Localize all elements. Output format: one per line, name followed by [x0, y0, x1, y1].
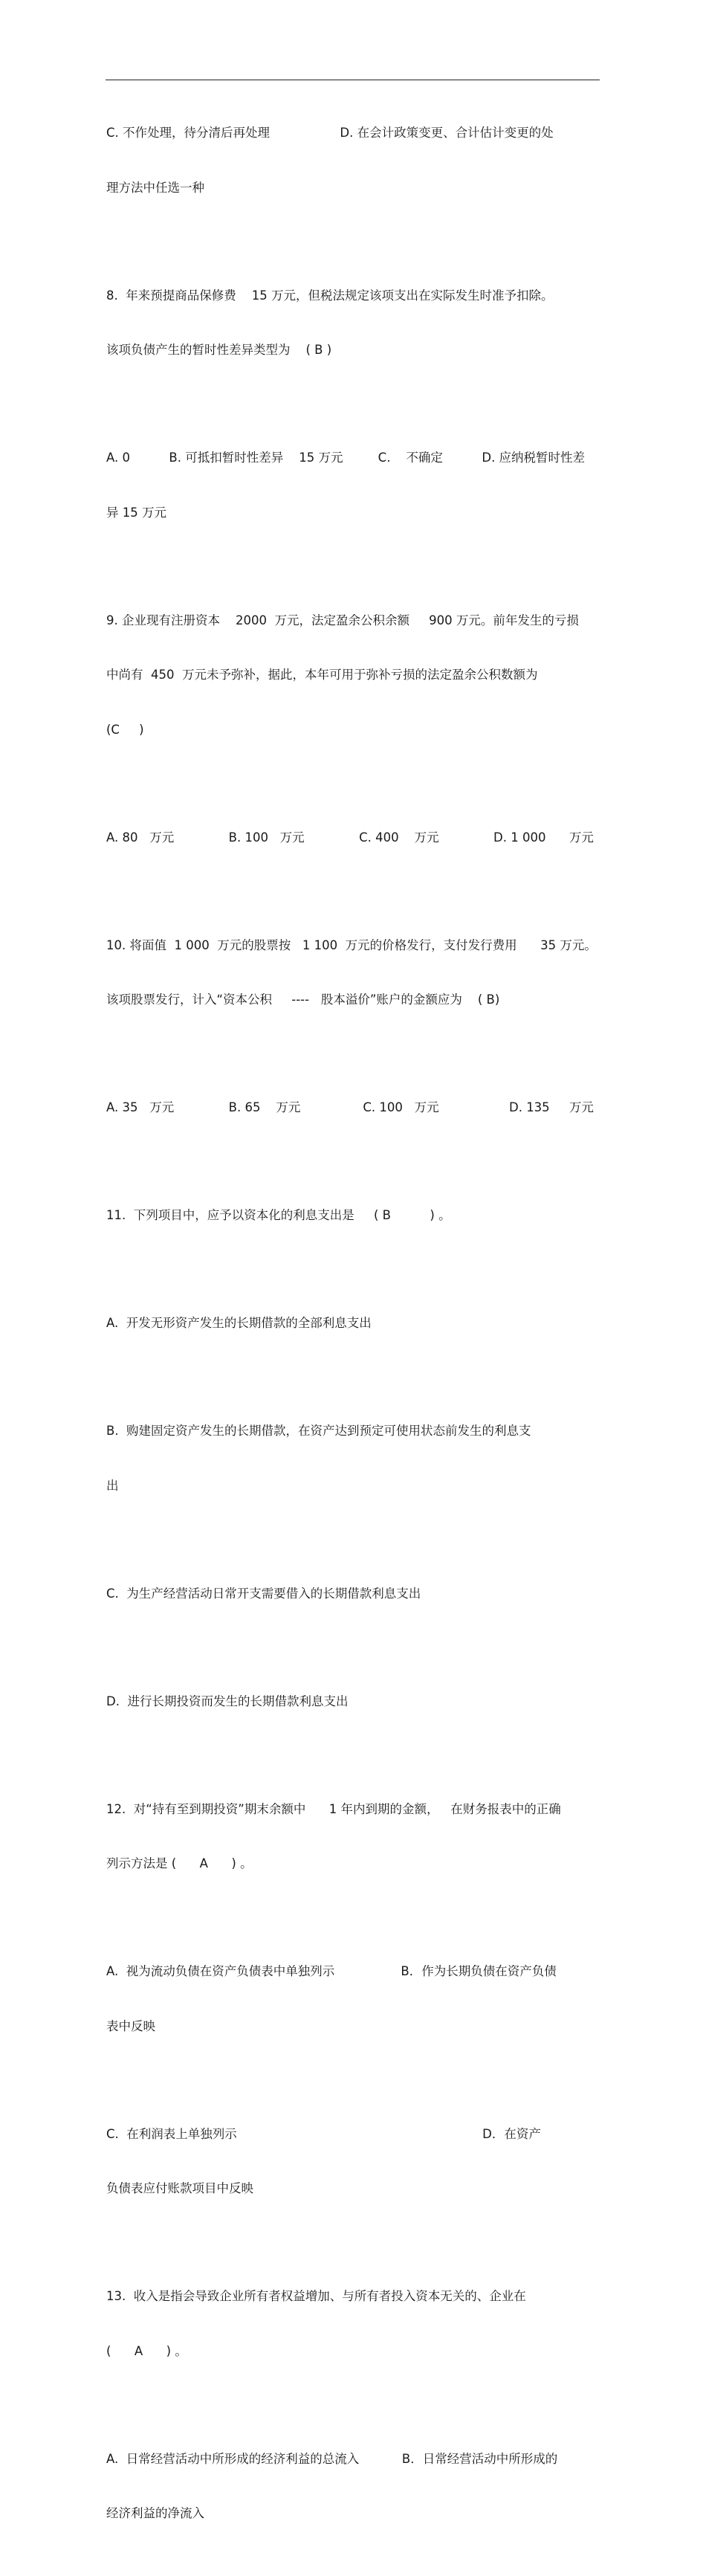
text-line: 9. 企业现有注册资本 2000 万元，法定盈余公积余额 900 万元。前年发生的亏损	[106, 613, 579, 627]
text-line: C. 在利润表上单独列示 D．在资产	[106, 2126, 541, 2141]
question-9-options	[106, 793, 597, 884]
question-11-option-c	[106, 1549, 597, 1640]
text-line: D. 进行长期投资而发生的长期借款利息支出	[106, 1694, 349, 1708]
question-9	[106, 575, 597, 776]
question-11-option-a	[106, 1278, 597, 1369]
question-12-options-ab	[106, 1926, 597, 2072]
text-line: 8. 年来预提商品保修费 15 万元，但税法规定该项支出在实际发生时准予扣除。	[106, 288, 554, 303]
text-line: (C )	[106, 722, 144, 737]
text-line: 出	[106, 1478, 119, 1493]
question-8	[106, 251, 597, 396]
text-line: 经济利益的净流入	[106, 2506, 204, 2520]
text-line: 该项负债产生的暂时性差异类型为 ( B )	[106, 343, 332, 357]
text-line: A. 0 B. 可抵扣暂时性差异 15 万元 C. 不确定 D. 应纳税暂时性差	[106, 451, 586, 465]
text-line: 10. 将面值 1 000 万元的股票按 1 100 万元的价格发行，支付发行费用 35 万元。	[106, 937, 597, 952]
text-line: C. 为生产经营活动日常开支需要借入的长期借款利息支出	[106, 1586, 421, 1601]
text-line: A. 35 万元 B. 65 万元 C. 100 万元 D. 135 万元	[106, 1100, 594, 1114]
question-10	[106, 900, 597, 1046]
question-11-option-b	[106, 1386, 597, 1531]
document-body	[106, 88, 597, 2576]
text-line: 12. 对“持有至到期投资”期末余额中 1 年内到期的金额， 在财务报表中的正确	[106, 1801, 561, 1816]
question-12	[106, 1764, 597, 1910]
text-line: 列示方法是 ( A ) 。	[106, 1856, 253, 1870]
text-line: 中尚有 450 万元未予弥补，据此，本年可用于弥补亏损的法定盈余公积数额为	[106, 668, 538, 682]
text-line: 理方法中任选一种	[106, 180, 204, 195]
text-line: B. 购建固定资产发生的长期借款，在资产达到预定可使用状态前发生的利息支	[106, 1424, 531, 1438]
text-line: 该项股票发行，计入“资本公积 ---- 股本溢价”账户的金额应为 ( B)	[106, 992, 500, 1007]
text-line: A. 视为流动负债在资产负债表中单独列示 B．作为长期负债在资产负债	[106, 1964, 557, 1978]
paragraph-7-options-cd	[106, 88, 597, 233]
question-8-options	[106, 413, 597, 558]
text-line: ( A ) 。	[106, 2343, 187, 2358]
question-13-options-ab	[106, 2414, 597, 2560]
question-13	[106, 2251, 597, 2397]
text-line: 11. 下列项目中，应予以资本化的利息支出是 ( B ) 。	[106, 1208, 451, 1222]
text-line: A. 80 万元 B. 100 万元 C. 400 万元 D. 1 000 万元	[106, 830, 594, 845]
text-line: 13. 收入是指会导致企业所有者权益增加、与所有者投入资本无关的、企业在	[106, 2289, 526, 2303]
text-line: C. 不作处理，待分清后再处理 D. 在会计政策变更、合计估计变更的处	[106, 126, 554, 140]
question-12-options-cd	[106, 2089, 597, 2235]
text-line: 负债表应付账款项目中反映	[106, 2181, 253, 2195]
question-10-options	[106, 1062, 597, 1154]
question-11	[106, 1170, 597, 1262]
text-line: 异 15 万元	[106, 505, 166, 520]
text-line: A. 日常经营活动中所形成的经济利益的总流入 B．日常经营活动中所形成的	[106, 2451, 558, 2466]
question-11-option-d	[106, 1656, 597, 1748]
text-line: 表中反映	[106, 2018, 155, 2033]
text-line: A. 开发无形资产发生的长期借款的全部利息支出	[106, 1316, 372, 1330]
